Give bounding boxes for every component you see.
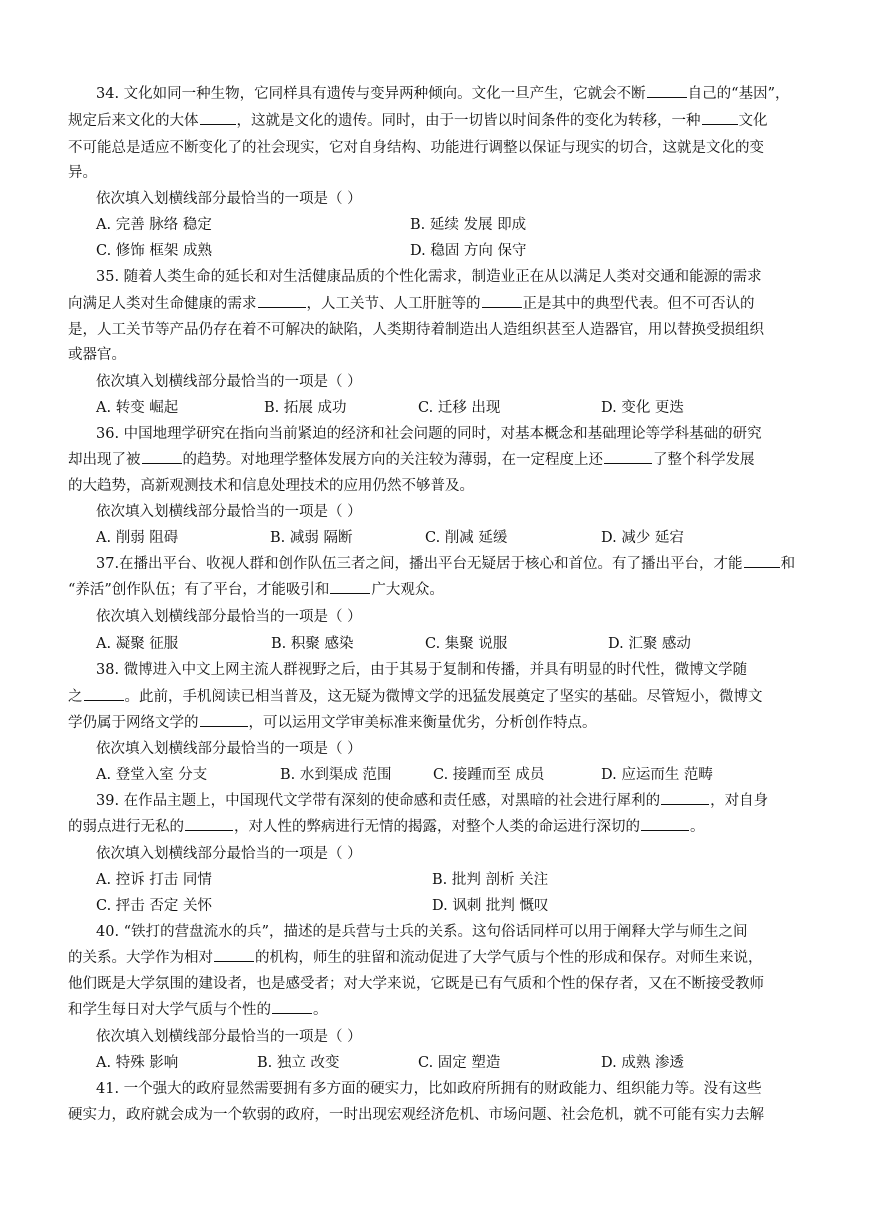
q34-text: 34. 文化如同一种生物，它同样具有遗传与变异两种倾向。文化一旦产生，它就会不断 [96,86,646,102]
q39-text: 39. 在作品主题上，中国现代文学带有深刻的使命感和责任感，对黑暗的社会进行犀利的 [96,793,661,809]
option-d: D. 应运而生 范畴 [601,767,713,783]
option-d: D. 讽刺 批判 慨叹 [432,898,549,914]
q39-text: 的弱点进行无私的 [68,819,184,835]
option-d: D. 减少 延宕 [601,530,684,546]
q38-text: 38. 微博进入中文上网主流人群视野之后，由于其易于复制和传播，并具有明显的时代性，微博文学随 [96,662,748,678]
option-a: A. 完善 脉络 稳定 [96,217,212,233]
q40-text: 和学生每日对大学气质与个性的 [68,1002,271,1018]
q34-text: 异。 [68,165,97,181]
q41-text: 硬实力，政府就会成为一个软弱的政府，一时出现宏观经济危机、市场问题、社会危机，就不可能有实力去解 [68,1107,764,1123]
blank-1 [661,789,709,805]
q38-line-2 [0,685,869,709]
q35-text: ，人工关节、人工肝脏等的 [306,296,481,312]
q38-text: 之 [68,689,83,705]
q38-text: 学仍属于网络文学的 [68,715,199,731]
q34-text: ，这就是文化的遗传。同时，由于一切皆以时间条件的变化为转移，一种 [236,113,701,129]
q41-text: 41. 一个强大的政府显然需要拥有多方面的硬实力，比如政府所拥有的财政能力、组织能力等。没有这些 [96,1081,762,1097]
q35-line-3 [0,318,869,342]
option-c: C. 抨击 否定 关怀 [96,898,213,914]
option-a: A. 控诉 打击 同情 [96,872,212,888]
q39-line-2 [0,815,869,839]
option-b: B. 批判 剖析 关注 [432,872,549,888]
q37-prompt [0,605,869,629]
q40-text: 40. “铁打的营盘流水的兵”，描述的是兵营与士兵的关系。这句俗话同样可以用于阐释大学与师生之间 [96,924,748,940]
option-c: C. 集聚 说服 [425,636,508,652]
q39-options-row-2 [0,894,869,918]
option-b: B. 积聚 感染 [271,636,354,652]
blank-1 [142,448,182,464]
blank-1 [84,685,124,701]
q35-prompt [0,370,869,394]
q39-text: 。 [690,819,705,835]
option-d: D. 稳固 方向 保守 [410,243,527,259]
option-b: B. 独立 改变 [257,1055,340,1071]
q40-text: 的机构，师生的驻留和流动促进了大学气质与个性的形成和保存。对师生来说， [255,950,763,966]
option-c: C. 迁移 出现 [418,400,501,416]
prompt-text: 依次填入划横线部分最恰当的一项是（ ） [96,374,362,390]
blank-1 [647,82,687,98]
q39-line-1 [0,789,869,813]
q36-line-1 [0,422,869,446]
q36-line-2 [0,448,869,472]
q40-options [0,1051,869,1075]
q37-text: 广大观众。 [371,582,444,598]
option-d: D. 汇聚 感动 [608,636,691,652]
q34-text: 文化 [738,113,768,129]
option-a: A. 削弱 阻碍 [96,530,179,546]
blank-1 [744,552,780,568]
option-b: B. 减弱 隔断 [270,530,353,546]
q37-text: 和 [780,556,796,572]
q35-text: 35. 随着人类生命的延长和对生活健康品质的个性化需求，制造业正在从以满足人类对交通和能源的需求 [96,269,762,285]
prompt-text: 依次填入划横线部分最恰当的一项是（ ） [96,1029,362,1045]
blank-2 [272,998,312,1014]
blank-3 [641,815,689,831]
option-a: A. 转变 崛起 [96,400,179,416]
q39-text: ，对人性的弊病进行无情的揭露，对整个人类的命运进行深切的 [234,819,640,835]
q40-text: 他们既是大学氛围的建设者，也是感受者；对大学来说，它既是已有气质和个性的保存者，又在不断接受教师 [68,976,764,992]
q40-line-2 [0,946,869,970]
prompt-text: 依次填入划横线部分最恰当的一项是（ ） [96,191,362,207]
q35-text: 向满足人类对生命健康的需求 [68,296,257,312]
q37-text: “养活”创作队伍；有了平台，才能吸引和 [68,582,330,598]
q34-line-2 [0,109,869,133]
option-d: D. 变化 更迭 [601,400,684,416]
prompt-text: 依次填入划横线部分最恰当的一项是（ ） [96,741,362,757]
blank-2 [482,292,522,308]
option-b: B. 水到渠成 范围 [280,767,392,783]
q37-line-1 [0,552,869,576]
option-c: C. 接踵而至 成员 [433,767,545,783]
option-d: D. 成熟 渗透 [601,1055,684,1071]
q38-options [0,763,869,787]
q34-text: 规定后来文化的大体 [68,113,199,129]
q35-text: 或器官。 [68,347,126,363]
option-a: A. 凝聚 征服 [96,636,179,652]
q34-line-4 [0,161,869,185]
blank-2 [200,711,248,727]
q34-options-row-2 [0,239,869,263]
q37-text: 37.在播出平台、收视人群和创作队伍三者之间，播出平台无疑居于核心和首位。有了播出平台，才能 [96,556,743,572]
q34-line-3 [0,136,869,160]
blank-1 [258,292,306,308]
q38-prompt [0,737,869,761]
prompt-text: 依次填入划横线部分最恰当的一项是（ ） [96,846,362,862]
q37-options [0,632,869,656]
blank-2 [604,448,652,464]
blank-1 [214,946,254,962]
q36-text: 36. 中国地理学研究在指向当前紧迫的经济和社会问题的同时，对基本概念和基础理论等学科基础的研究 [96,426,762,442]
option-c: C. 修饰 框架 成熟 [96,243,213,259]
option-a: A. 特殊 影响 [96,1055,179,1071]
q34-text: 不可能总是适应不断变化了的社会现实，它对自身结构、功能进行调整以保证与现实的切合，这就是文化的变 [68,140,764,156]
blank-2 [185,815,233,831]
q35-options [0,396,869,420]
q36-text: 却出现了被 [68,452,141,468]
q37-line-2 [0,578,869,602]
q38-text: 。此前，手机阅读已相当普及，这无疑为微博文学的迅猛发展奠定了坚实的基础。尽管短小，微博文 [124,689,763,705]
q36-text: 的趋势。对地理学整体发展方向的关注较为薄弱，在一定程度上还 [182,452,603,468]
q36-text: 了整个科学发展 [653,452,755,468]
q34-text: 自己的“基因”， [687,86,790,102]
q40-text: 的关系。大学作为相对 [68,950,213,966]
q36-line-3 [0,474,869,498]
q36-text: 的大趋势，高新观测技术和信息处理技术的应用仍然不够普及。 [68,478,474,494]
q41-line-1 [0,1077,869,1101]
q35-text: 正是其中的典型代表。但不可否认的 [522,296,755,312]
q40-line-1 [0,920,869,944]
q41-line-2 [0,1103,869,1127]
q34-line-1 [0,82,869,106]
q38-text: ，可以运用文学审美标准来衡量优劣，分析创作特点。 [248,715,597,731]
q35-line-1 [0,265,869,289]
q35-line-4 [0,343,869,367]
blank-2 [330,578,370,594]
blank-3 [702,109,738,125]
q35-line-2 [0,292,869,316]
q36-prompt [0,500,869,524]
q36-options [0,526,869,550]
option-a: A. 登堂入室 分支 [96,767,208,783]
q39-prompt [0,842,869,866]
q40-line-4 [0,998,869,1022]
option-c: C. 削减 延缓 [425,530,508,546]
q40-text: 。 [313,1002,328,1018]
option-b: B. 延续 发展 即成 [410,217,527,233]
blank-2 [200,109,236,125]
q40-line-3 [0,972,869,996]
q39-text: ，对自身 [710,793,769,809]
prompt-text: 依次填入划横线部分最恰当的一项是（ ） [96,504,362,520]
q38-line-3 [0,711,869,735]
q35-text: 是，人工关节等产品仍存在着不可解决的缺陷，人类期待着制造出人造组织甚至人造器官，用以替换受损组织 [68,322,764,338]
prompt-text: 依次填入划横线部分最恰当的一项是（ ） [96,609,362,625]
q40-prompt [0,1025,869,1049]
q39-options-row-1 [0,868,869,892]
q34-options-row-1 [0,213,869,237]
option-b: B. 拓展 成功 [264,400,347,416]
q38-line-1 [0,658,869,682]
option-c: C. 固定 塑造 [418,1055,501,1071]
q34-prompt [0,187,869,211]
